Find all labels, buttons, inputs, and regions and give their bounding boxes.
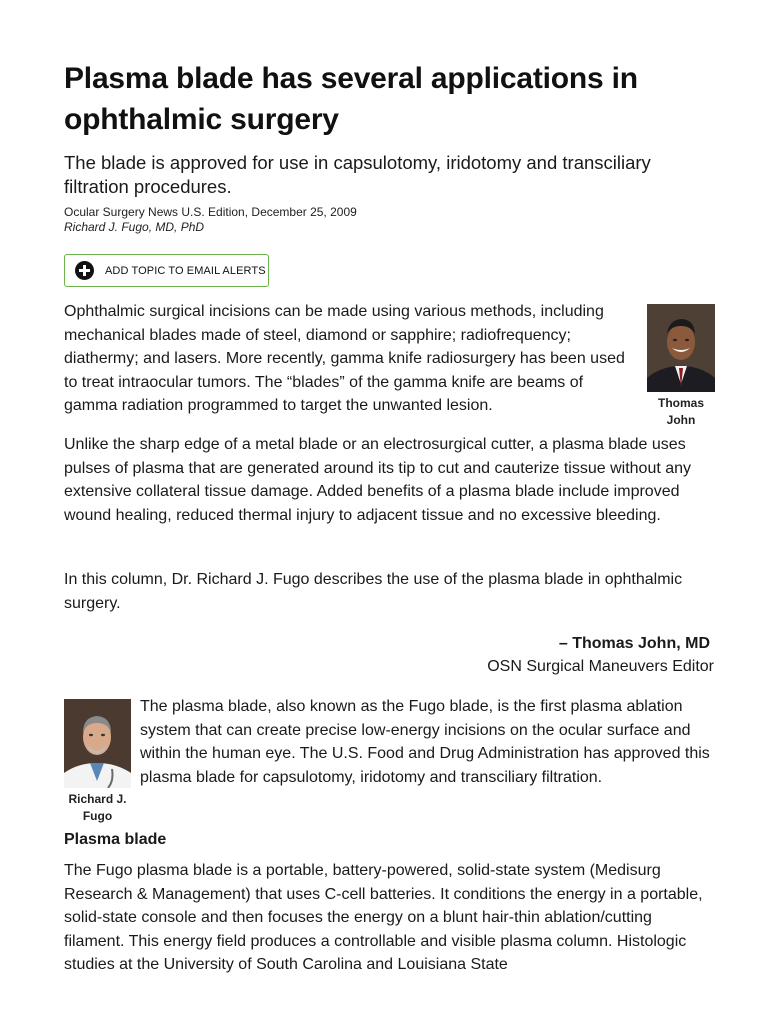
author-photo-figure (64, 699, 131, 825)
body-paragraph-1: The plasma blade, also known as the Fugo blade, is the first plasma ablation system that can create precise low-energy incisions on the ocular surface and within the human eye. The U.S. Food and Drug Administration has approved this plasma blade for capsulotomy, iridotomy and transciliary filtration. (140, 698, 710, 786)
plus-circle-icon (75, 261, 94, 280)
body-paragraph-2: The Fugo plasma blade is a portable, battery-powered, solid-state system (Medisurg Research & Management) that uses C-cell batteries. It conditions the energy in a portable, solid-state console and then focuses the energy on a blunt hair-thin ablation/cutting filament. This energy field produces a controllable and visible plasma column. Histologic studies at the University of South Carolina and Louisiana State (64, 862, 703, 973)
editor-photo (647, 304, 715, 392)
author-line: Richard J. Fugo, MD, PhD (64, 220, 205, 234)
publication-line: Ocular Surgery News U.S. Edition, December 25, 2009 (64, 205, 357, 219)
editor-photo-caption: Thomas John (657, 396, 704, 427)
add-topic-email-alerts-button[interactable] (64, 254, 269, 287)
editor-signature-title: OSN Surgical Maneuvers Editor (487, 658, 714, 675)
author-photo-caption: Richard J. Fugo (68, 792, 127, 823)
article-subheadline: The blade is approved for use in capsulotomy, iridotomy and transciliary filtration procedures. (64, 152, 651, 197)
intro-paragraph-3: In this column, Dr. Richard J. Fugo describes the use of the plasma blade in ophthalmic surgery. (64, 571, 683, 612)
editor-signature-name: – Thomas John, MD (558, 635, 710, 652)
intro-paragraph-1: Ophthalmic surgical incisions can be made using various methods, including mechanical blades made of steel, diamond or sapphire; radiofrequency; diathermy; and lasers. More recently, gamma knife radiosurgery has been used to treat intraocular tumors. The “blades” of the gamma knife are beams of gamma radiation programmed to target the unwanted lesion. (64, 303, 625, 414)
section-heading: Plasma blade (64, 831, 167, 848)
article-headline: Plasma blade has several applications in ophthalmic surgery (64, 62, 638, 136)
author-photo (64, 699, 131, 788)
alert-button-label: ADD TOPIC TO EMAIL ALERTS (105, 264, 266, 277)
intro-paragraph-2: Unlike the sharp edge of a metal blade or an electrosurgical cutter, a plasma blade uses pulses of plasma that are generated around its tip to cut and cauterize tissue without any extensive collateral tissue damage. Added benefits of a plasma blade include improved wound healing, reduced thermal injury to adjacent tissue and no excessive bleeding. (64, 436, 692, 524)
editor-photo-figure (647, 304, 715, 429)
